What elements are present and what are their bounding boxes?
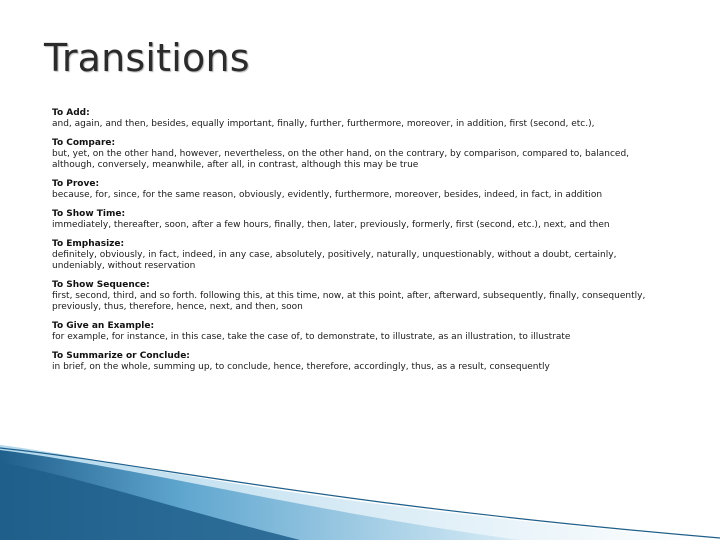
- section-show-time: [52, 209, 652, 231]
- section-heading: To Show Time:: [52, 209, 126, 219]
- transitions-list: [52, 108, 652, 381]
- section-summarize: [52, 351, 652, 373]
- section-text: and, again, and then, besides, equally important, finally, further, furthermore, moreover, in addition, first (second, etc.),: [52, 119, 595, 129]
- section-add: [52, 108, 652, 130]
- section-text: for example, for instance, in this case, take the case of, to demonstrate, to illustrate, as an illustration, to illustrate: [52, 332, 571, 342]
- section-text: first, second, third, and so forth. following this, at this time, now, at this point, after, afterward, subsequently, finally, consequently, previously, thus, therefore, hence, next, and then, soon: [52, 291, 646, 312]
- section-heading: To Show Sequence:: [52, 280, 150, 290]
- section-compare: [52, 138, 652, 171]
- section-heading: To Give an Example:: [52, 321, 155, 331]
- section-emphasize: [52, 239, 652, 272]
- section-text: but, yet, on the other hand, however, nevertheless, on the other hand, on the contrary, by comparison, compared to, balanced, although, conversely, meanwhile, after all, in contrast, although this may be true: [52, 149, 630, 170]
- section-text: in brief, on the whole, summing up, to conclude, hence, therefore, accordingly, thus, as a result, consequently: [52, 362, 550, 372]
- section-text: immediately, thereafter, soon, after a few hours, finally, then, later, previously, formerly, first (second, etc.), next, and then: [52, 220, 610, 230]
- slide-title: Transitions: [44, 36, 250, 80]
- section-prove: [52, 179, 652, 201]
- section-heading: To Add:: [52, 108, 90, 118]
- section-heading: To Summarize or Conclude:: [52, 351, 190, 361]
- section-heading: To Emphasize:: [52, 239, 125, 249]
- section-heading: To Prove:: [52, 179, 100, 189]
- section-text: definitely, obviously, in fact, indeed, in any case, absolutely, positively, naturally, unquestionably, without a doubt, certainly, undeniably, without reservation: [52, 250, 617, 271]
- section-text: because, for, since, for the same reason, obviously, evidently, furthermore, moreover, besides, indeed, in fact, in addition: [52, 190, 603, 200]
- decorative-swoosh: [0, 440, 720, 540]
- section-show-sequence: [52, 280, 652, 313]
- section-give-example: [52, 321, 652, 343]
- section-heading: To Compare:: [52, 138, 116, 148]
